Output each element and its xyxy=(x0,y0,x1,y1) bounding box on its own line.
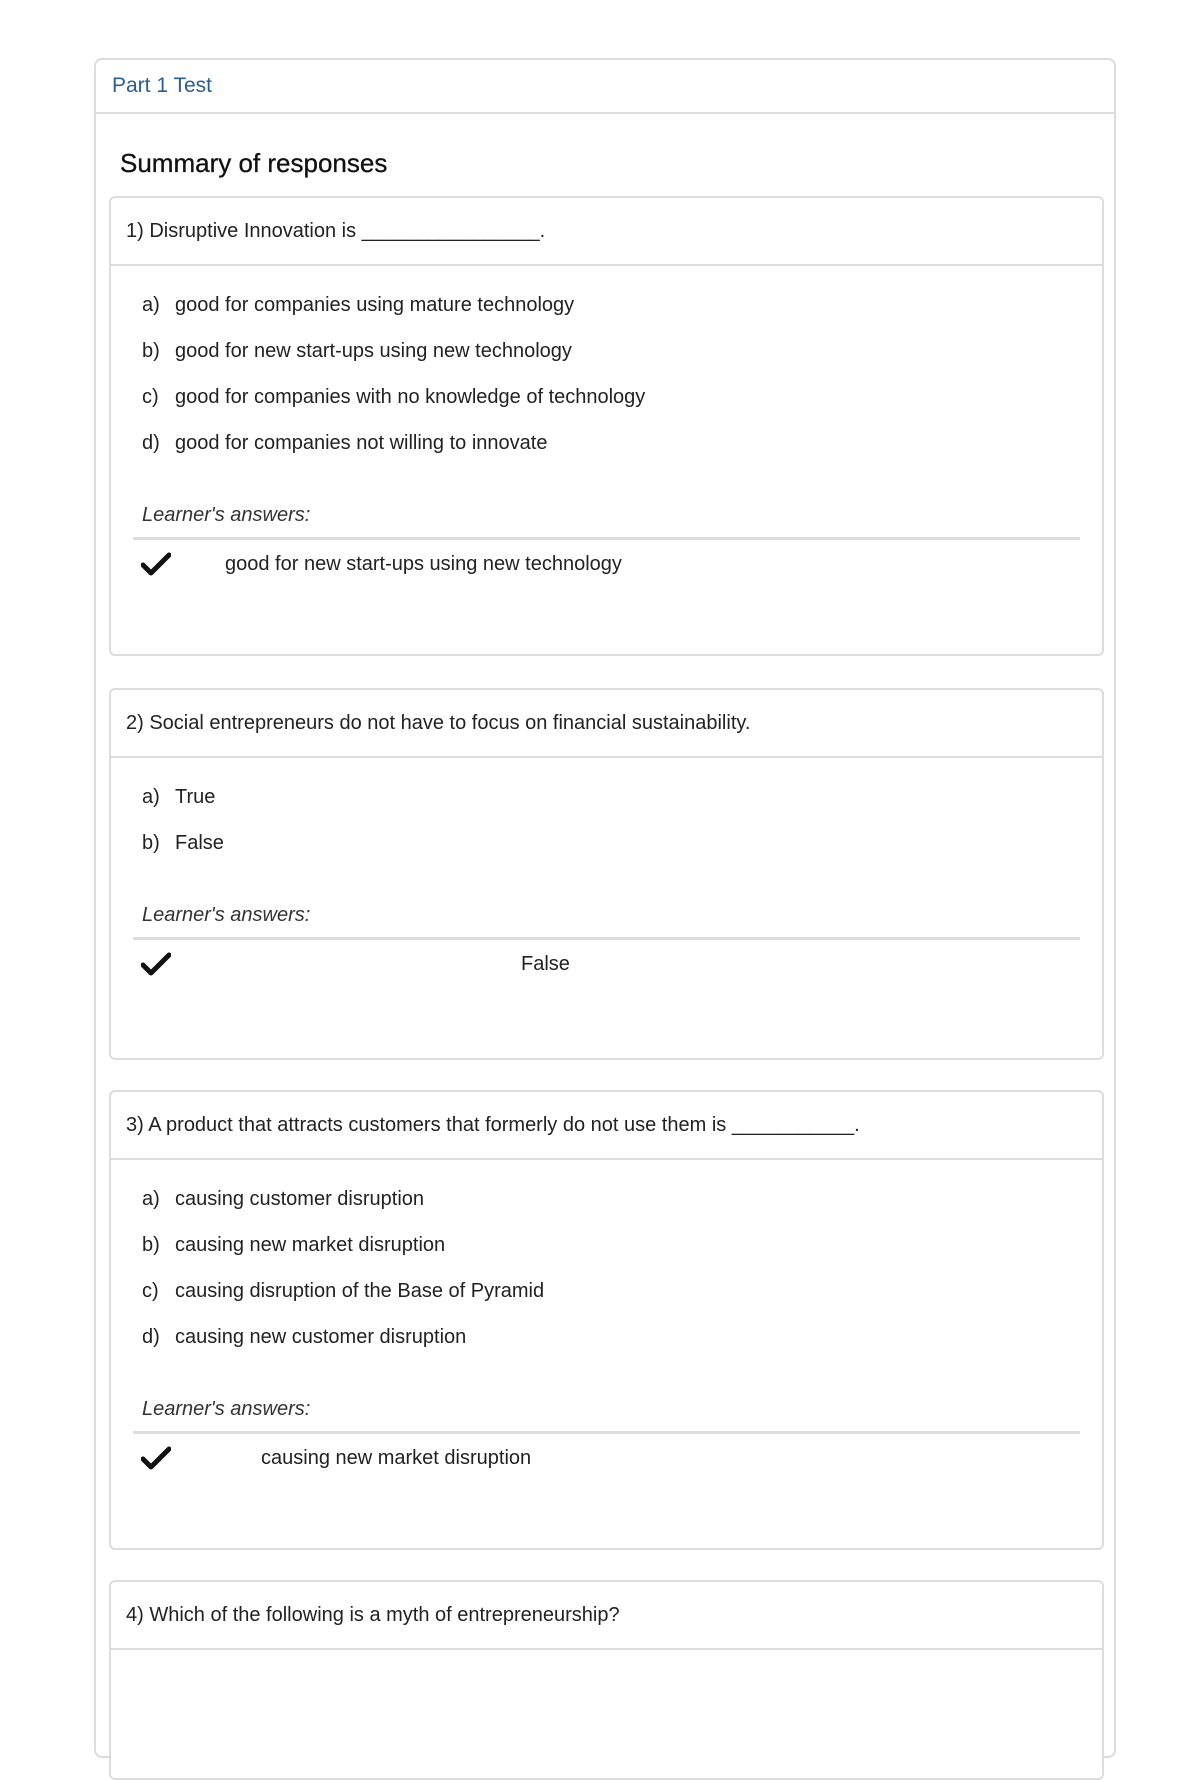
option-text: good for companies not willing to innovate xyxy=(175,432,548,454)
options-list xyxy=(142,1188,1080,1372)
panel-title-link[interactable]: Part 1 Test xyxy=(112,74,212,97)
option-item xyxy=(142,1280,1080,1326)
learner-answer-text: False xyxy=(521,953,570,975)
option-item xyxy=(142,386,1080,432)
question-prompt: 3) A product that attracts customers that formerly do not use them is ___________. xyxy=(111,1092,1102,1160)
question-prompt: 2) Social entrepreneurs do not have to focus on financial sustainability. xyxy=(111,690,1102,758)
options-list xyxy=(142,786,1080,878)
question-card xyxy=(109,1580,1104,1780)
option-item xyxy=(142,340,1080,386)
question-prompt: 1) Disruptive Innovation is ________________. xyxy=(111,198,1102,266)
option-text: good for companies with no knowledge of technology xyxy=(175,386,646,408)
question-card xyxy=(109,688,1104,1060)
option-letter: c) xyxy=(142,386,159,408)
option-item xyxy=(142,786,1080,832)
option-text: causing customer disruption xyxy=(175,1188,425,1210)
learner-answer-row xyxy=(133,537,1080,596)
option-letter: b) xyxy=(142,832,160,854)
option-text: good for new start-ups using new technology xyxy=(175,340,572,362)
option-letter: d) xyxy=(142,432,160,454)
option-letter: c) xyxy=(142,1280,159,1302)
check-icon xyxy=(141,951,171,977)
learner-answer-row xyxy=(133,1431,1080,1490)
option-item xyxy=(142,432,1080,478)
option-item xyxy=(142,1188,1080,1234)
option-item xyxy=(142,1326,1080,1372)
option-text: good for companies using mature technology xyxy=(175,294,575,316)
panel-header xyxy=(96,60,1114,114)
learner-answer-row xyxy=(133,937,1080,996)
question-prompt: 4) Which of the following is a myth of entrepreneurship? xyxy=(111,1582,1102,1650)
option-letter: a) xyxy=(142,1188,160,1210)
check-icon xyxy=(141,551,171,577)
learner-answers-label: Learner's answers: xyxy=(142,1398,311,1420)
check-icon xyxy=(141,1445,171,1471)
options-list xyxy=(142,294,1080,478)
option-text: causing new market disruption xyxy=(175,1234,446,1256)
option-item xyxy=(142,294,1080,340)
option-letter: b) xyxy=(142,1234,160,1256)
option-letter: b) xyxy=(142,340,160,362)
learner-answers-label: Learner's answers: xyxy=(142,904,311,926)
option-item xyxy=(142,832,1080,878)
question-card xyxy=(109,196,1104,656)
summary-title: Summary of responses xyxy=(120,148,388,178)
option-letter: a) xyxy=(142,786,160,808)
option-text: causing disruption of the Base of Pyramid xyxy=(175,1280,545,1302)
question-card xyxy=(109,1090,1104,1550)
option-text: causing new customer disruption xyxy=(175,1326,467,1348)
option-item xyxy=(142,1234,1080,1280)
learner-answer-text: good for new start-ups using new technology xyxy=(225,553,622,575)
test-panel xyxy=(94,58,1116,1758)
learner-answer-text: causing new market disruption xyxy=(261,1447,532,1469)
learner-answers-label: Learner's answers: xyxy=(142,504,311,526)
option-letter: a) xyxy=(142,294,160,316)
option-letter: d) xyxy=(142,1326,160,1348)
option-text: False xyxy=(175,832,224,854)
option-text: True xyxy=(175,786,216,808)
